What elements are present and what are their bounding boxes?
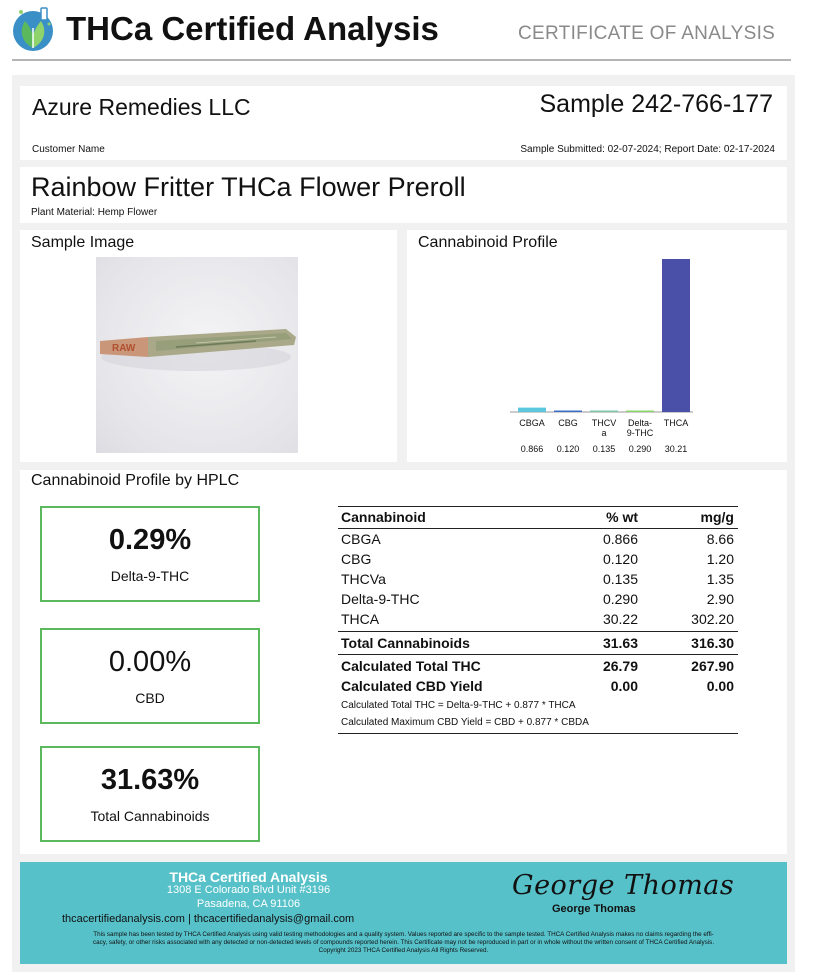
row-name: CBG <box>341 551 372 567</box>
cannabinoid-bar-chart <box>407 230 787 462</box>
calc-cbd-percent: 0.00 <box>610 678 638 694</box>
row-mg: 1.35 <box>706 571 734 587</box>
table-row <box>338 591 738 611</box>
calc-cbd-name: Calculated CBD Yield <box>341 678 483 694</box>
value-label: 0.866 <box>520 444 544 454</box>
cannabinoid-profile-panel <box>407 230 787 462</box>
sample-image-panel <box>20 230 397 462</box>
row-percent: 0.866 <box>602 531 638 547</box>
bar-cbga <box>518 408 546 412</box>
bar-thcva <box>590 411 618 413</box>
chart-title: Cannabinoid Profile <box>418 234 558 251</box>
table-header-row <box>338 509 738 529</box>
disclaimer-line1: This sample has been tested by THCA Certified Analysis using valid testing methodologies and a quality system. Values reported are specific to the sample tested. THCA Certified Analysis makes no claims regarding the effi- <box>93 931 714 938</box>
category-label: THCV <box>591 418 617 428</box>
signature: George Thomas <box>512 870 735 901</box>
total-cannabinoids-box <box>40 746 260 842</box>
table-total-rule <box>338 631 738 632</box>
row-percent: 30.22 <box>602 611 638 627</box>
table-row <box>338 571 738 591</box>
table-bottom-rule <box>338 733 738 734</box>
customer-panel <box>20 86 787 160</box>
row-mg: 302.20 <box>691 611 734 627</box>
row-name: THCVa <box>341 571 386 587</box>
footer-address-line1: 1308 E Colorado Blvd Unit #3196 <box>166 884 331 896</box>
footer-lab-name: THCa Certified Analysis <box>169 869 328 885</box>
document-type-label: CERTIFICATE OF ANALYSIS <box>518 23 776 44</box>
total-cannabinoids-label: Total Cannabinoids <box>90 808 210 824</box>
disclaimer-line3: Copyright 2023 THCA Certified Analysis All Rights Reserved. <box>318 947 489 954</box>
brand-title: THCa Certified Analysis <box>66 10 439 47</box>
header-mg-per-g: mg/g <box>700 509 734 525</box>
header-cannabinoid: Cannabinoid <box>341 509 426 525</box>
preroll-brand-text: RAW <box>112 343 136 354</box>
row-name: THCA <box>341 611 380 627</box>
delta9-thc-value: 0.29% <box>108 524 192 556</box>
footer-address-line2: Pasadena, CA 91106 <box>196 898 301 910</box>
calc-thc-percent: 26.79 <box>602 658 638 674</box>
category-label: CBGA <box>519 418 545 428</box>
category-label: 9-THC <box>626 428 654 438</box>
table-row <box>338 611 738 631</box>
customer-name-label: Customer Name <box>32 144 105 155</box>
header-divider <box>12 59 791 61</box>
row-mg: 8.66 <box>706 531 734 547</box>
disclaimer <box>28 931 779 955</box>
row-name: CBGA <box>341 531 381 547</box>
cbd-value: 0.00% <box>108 646 192 678</box>
header-percent-wt: % wt <box>606 509 638 525</box>
table-header-rule <box>338 528 738 529</box>
value-label: 0.290 <box>628 444 652 454</box>
calc-cbd-mg: 0.00 <box>706 678 734 694</box>
row-percent: 0.135 <box>602 571 638 587</box>
table-top-rule <box>338 506 738 507</box>
page-header <box>0 0 817 62</box>
disclaimer-line2: cacy, safety, or other risks associated with any detected or non-detected levels of compounds reported herein. This Certificate may not be reproduced in part or in whole without the written consent of THCA Certified Analysis. <box>92 939 715 946</box>
calc-thc-mg: 267.90 <box>691 658 734 674</box>
lab-flask-leaf-icon <box>11 6 55 52</box>
signer-name: George Thomas <box>552 903 636 915</box>
row-percent: 0.120 <box>602 551 638 567</box>
row-percent: 0.290 <box>602 591 638 607</box>
bar-delta-9-thc <box>626 411 654 413</box>
row-mg: 1.20 <box>706 551 734 567</box>
sample-image-title: Sample Image <box>31 234 135 251</box>
table-row <box>338 551 738 571</box>
cbd-box <box>40 628 260 724</box>
preroll-illustration <box>96 257 298 453</box>
total-row <box>338 635 738 655</box>
category-label: CBG <box>558 418 578 428</box>
footer-contact[interactable]: thcacertifiedanalysis.com | thcacertifiedanalysis@gmail.com <box>62 913 355 925</box>
bar-thca <box>662 259 690 412</box>
customer-name: Azure Remedies LLC <box>32 94 251 120</box>
lab-footer <box>20 862 787 964</box>
sample-dates: Sample Submitted: 02-07-2024; Report Date: 02-17-2024 <box>520 144 775 155</box>
table-row <box>338 531 738 551</box>
calc-cbd-formula: Calculated Maximum CBD Yield = CBD + 0.877 * CBDA <box>341 717 589 728</box>
calc-thc-formula: Calculated Total THC = Delta-9-THC + 0.877 * THCA <box>341 700 576 711</box>
bar-cbg <box>554 411 582 413</box>
table-calc-rule <box>338 654 738 655</box>
value-label: 0.120 <box>556 444 580 454</box>
sample-id: Sample 242-766-177 <box>539 90 773 118</box>
category-label: Delta- <box>627 418 653 428</box>
product-name: Rainbow Fritter THCa Flower Preroll <box>31 172 466 202</box>
total-cannabinoids-value: 31.63% <box>100 764 200 796</box>
calc-cbd-row <box>338 678 738 698</box>
row-mg: 2.90 <box>706 591 734 607</box>
total-percent: 31.63 <box>602 635 638 651</box>
delta9-thc-label: Delta-9-THC <box>110 568 190 584</box>
total-name: Total Cannabinoids <box>341 635 470 651</box>
delta9-thc-box <box>40 506 260 602</box>
product-panel <box>20 167 787 223</box>
category-label: a <box>601 428 607 438</box>
plant-material: Plant Material: Hemp Flower <box>31 207 158 218</box>
hplc-title: Cannabinoid Profile by HPLC <box>31 472 240 489</box>
sample-photo <box>96 257 298 453</box>
value-label: 0.135 <box>592 444 616 454</box>
value-label: 30.21 <box>664 444 688 454</box>
calc-thc-name: Calculated Total THC <box>341 658 481 674</box>
row-name: Delta-9-THC <box>341 591 420 607</box>
total-mg: 316.30 <box>691 635 734 651</box>
calc-thc-row <box>338 658 738 678</box>
hplc-panel <box>20 470 787 854</box>
cbd-label: CBD <box>135 690 165 706</box>
category-label: THCA <box>663 418 689 428</box>
